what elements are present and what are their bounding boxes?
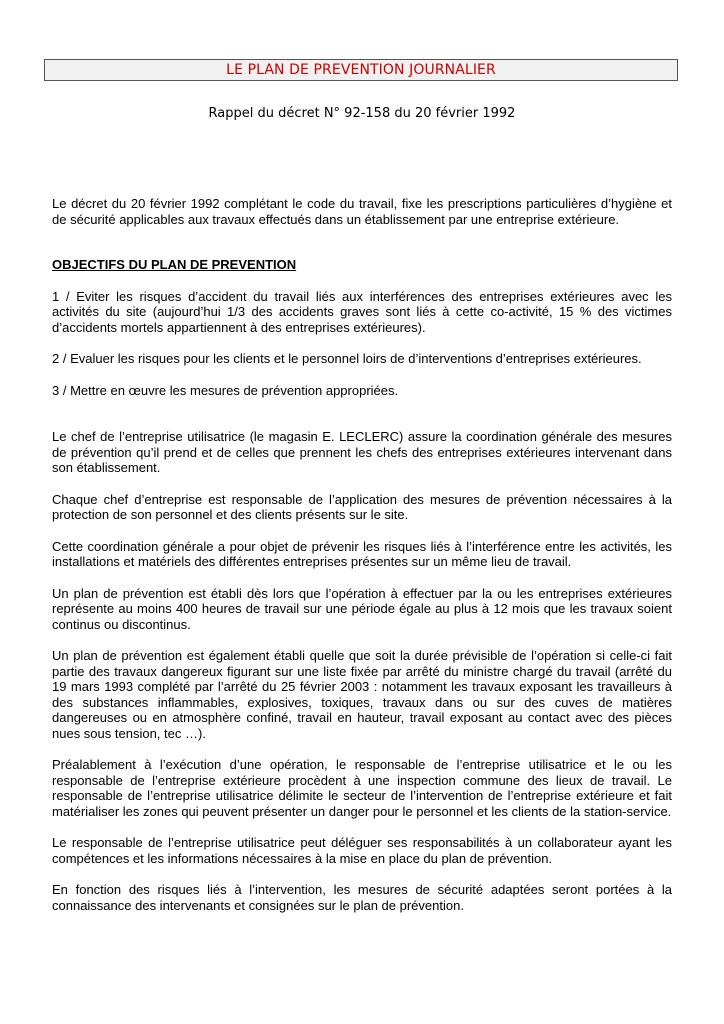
document-body	[52, 196, 672, 913]
intro-paragraph: Le décret du 20 février 1992 complétant le code du travail, fixe les prescriptions particulières d’hygiène et de sécurité applicables aux travaux effectués dans un établissement par une entreprise extérieure.	[52, 196, 672, 227]
paragraph-dangerous-work: Un plan de prévention est également établi quelle que soit la durée prévisible de l’opération si celle-ci fait partie des travaux dangereux figurant sur une liste fixée par arrêté du ministre chargé du travail (arrêté du 19 mars 1993 complété par l’arrêté du 25 février 2003 : notamment les travaux exposant les travailleurs à des substances inflammables, explosives, toxiques, travaux dans ou sur des cuves de matières dangereuses ou en atmosphère confiné, travail en hauteur, travail exposant au contact avec des pièces nues sous tension, tec …).	[52, 648, 672, 741]
objective-3: 3 / Mettre en œuvre les mesures de prévention appropriées.	[52, 382, 399, 398]
document-subtitle: Rappel du décret N° 92-158 du 20 février 1992	[208, 106, 516, 121]
paragraph-safety-measures: En fonction des risques liés à l’intervention, les mesures de sécurité adaptées seront portées à la connaissance des intervenants et consignées sur le plan de prévention.	[52, 882, 672, 913]
paragraph-coordination-purpose: Cette coordination générale a pour objet de prévenir les risques liés à l’interférence entre les activités, les installations et matériels des différentes entreprises présentes sur un même lieu de travail.	[52, 538, 672, 569]
paragraph-400-hours: Un plan de prévention est établi dès lors que l’opération à effectuer par la ou les entreprises extérieures représente au moins 400 heures de travail sur une période égale au plus à 12 mois que les travaux soient continus ou discontinus.	[52, 585, 672, 632]
paragraph-responsibility: Chaque chef d’entreprise est responsable de l’application des mesures de prévention nécessaires à la protection de son personnel et des clients présents sur le site.	[52, 491, 672, 522]
title-box	[44, 59, 678, 81]
objective-2: 2 / Evaluer les risques pour les clients et le personnel loirs de d’interventions d’entreprises extérieures.	[52, 351, 642, 366]
paragraph-inspection: Préalablement à l’exécution d’une opération, le responsable de l’entreprise utilisatrice et le ou les responsable de l’entreprise extérieure procèdent à une inspection commune des lieux de travail. Le responsable de l’entreprise utilisatrice délimite le secteur de l’intervention de l’entreprise extérieure et fait matérialiser les zones qui peuvent présenter un danger pour le personnel et les clients de la station-service.	[52, 757, 672, 819]
section-heading: OBJECTIFS DU PLAN DE PREVENTION	[52, 257, 297, 272]
paragraph-delegation: Le responsable de l’entreprise utilisatrice peut déléguer ses responsabilités à un collaborateur ayant les compétences et les informations nécessaires à la mise en place du plan de prévention.	[52, 835, 672, 866]
document-title: LE PLAN DE PREVENTION JOURNALIER	[226, 62, 496, 78]
paragraph-coordination: Le chef de l’entreprise utilisatrice (le magasin E. LECLERC) assure la coordination générale des mesures de prévention qu’il prend et de celles que prennent les chefs des entreprises extérieures intervenant dans son établissement.	[52, 429, 672, 475]
objective-1: 1 / Eviter les risques d’accident du travail liés aux interférences des entreprises extérieures avec les activités du site (aujourd’hui 1/3 des accidents graves sont liés à cette co-activité, 15 % des victimes d’accidents mortels appartiennent à des entreprises extérieures).	[52, 288, 672, 335]
